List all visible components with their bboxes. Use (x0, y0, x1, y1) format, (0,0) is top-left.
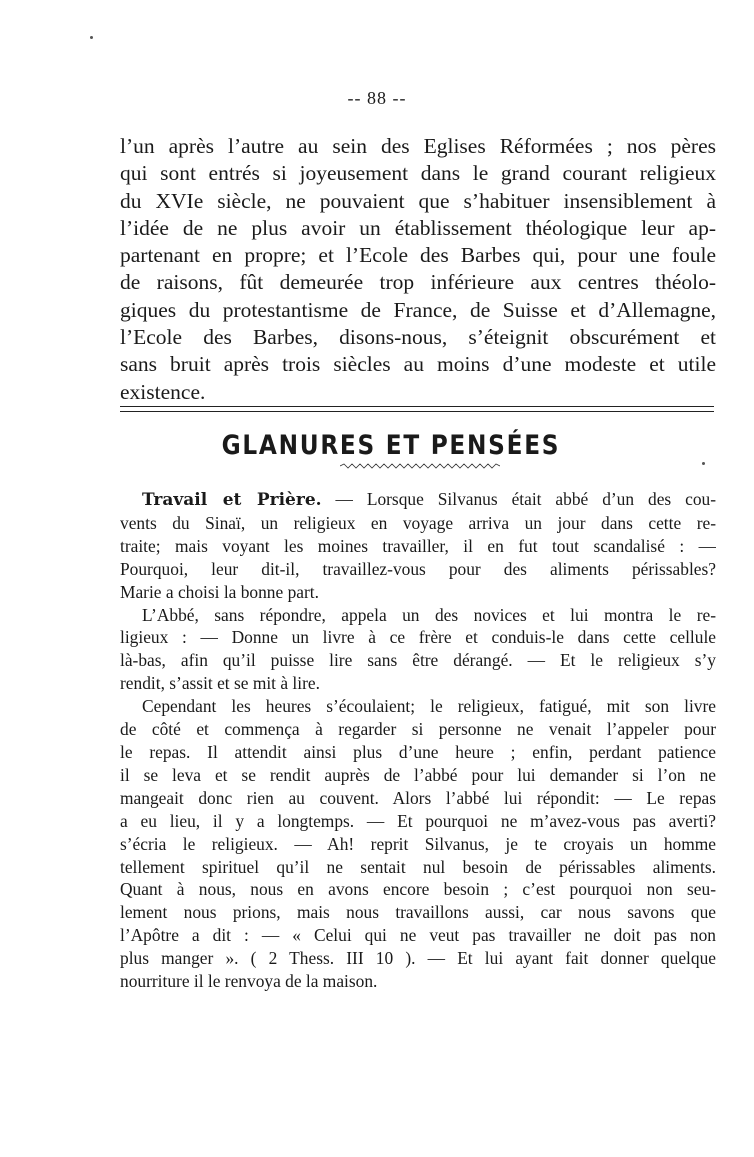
text-line: giques du protestantisme de France, de Suisse et d’Allemagne, (120, 297, 716, 322)
text-line: sans bruit après trois siècles au moins d’une modeste et utile (120, 352, 716, 377)
text-line: l’Ecole des Barbes, disons-nous, s’éteignit obscurément et (120, 325, 716, 350)
text-line: traite; mais voyant les moines travailler, il en fut tout scandalisé : — (120, 535, 716, 556)
text-line: L’Abbé, sans répondre, appela un des novices et lui montra le re- (142, 604, 716, 625)
section-paragraph (120, 695, 716, 993)
double-rule-bottom (120, 411, 714, 412)
text-line: vents du Sinaï, un religieux en voyage arriva un jour dans cette re- (120, 512, 716, 533)
upper-paragraph (120, 133, 716, 406)
double-rule-top (120, 406, 714, 407)
text-line: ligieux : — Donne un livre à ce frère et conduis-le dans cette cellule (120, 627, 716, 648)
run-in-heading: Travail et Prière. (142, 490, 322, 510)
text-line: il se leva et se rendit auprès de l’abbé pour lui demander si l’on ne (120, 764, 716, 785)
title-ornament (340, 463, 500, 469)
text-line: nourriture il le renvoya de la maison. (120, 971, 378, 992)
text-line: Quant à nous, nous en avons encore besoin ; c’est pourquoi non seu- (120, 879, 716, 900)
text-line: de côté et commença à regarder si personne ne venait l’appeler pour (120, 719, 716, 740)
text-line: Pourquoi, leur dit-il, travaillez-vous pour des aliments périssables? (120, 558, 716, 579)
text-line: tellement spirituel qu’il ne sentait nul besoin de périssables aliments. (120, 856, 716, 877)
section-paragraph (120, 604, 716, 696)
text-line: lement nous prions, mais nous travaillons aussi, car nous savons que (120, 902, 716, 923)
text-line: le repas. Il attendit ainsi plus d’une heure ; enfin, perdant patience (120, 741, 716, 762)
text-line: l’Apôtre a dit : — « Celui qui ne veut pas travailler ne doit pas non (120, 925, 716, 946)
text-line: l’idée de ne plus avoir un établissement théologique leur ap- (120, 215, 716, 240)
section-title: GLANURES ET PENSÉES (221, 430, 561, 461)
text-line: l’un après l’autre au sein des Eglises Réformées ; nos pères (120, 134, 716, 158)
text-line: qui sont entrés si joyeusement dans le grand courant religieux (120, 161, 716, 186)
text-line (120, 488, 716, 512)
text-line: mangeait donc rien au couvent. Alors l’abbé lui répondit: — Le repas (120, 787, 716, 808)
section-body (120, 488, 716, 993)
page-number: -- 88 -- (347, 88, 407, 108)
text-line: de raisons, fût demeurée trop inférieure aux centres théolo- (120, 270, 716, 295)
speck-top-left (90, 36, 93, 39)
text-line: là-bas, afin qu’il puisse lire sans être dérangé. — Et le religieux s’y (120, 650, 716, 671)
text-line: plus manger ». ( 2 Thess. III 10 ). — Et lui ayant fait donner quelque (120, 948, 716, 969)
text-line: partenant en propre; et l’Ecole des Barbes qui, pour une foule (120, 243, 716, 268)
text-line: Cependant les heures s’écoulaient; le religieux, fatigué, mit son livre (142, 696, 716, 717)
text-line: du XVIe siècle, ne pouvaient que s’habituer insensiblement à (120, 188, 716, 213)
section-paragraph (120, 488, 716, 604)
text-line: Marie a choisi la bonne part. (120, 581, 319, 602)
speck-right (702, 462, 705, 465)
text-line: rendit, s’assit et se mit à lire. (120, 673, 320, 694)
text-line-rest: — Lorsque Silvanus était abbé d’un des cou- (321, 489, 716, 509)
text-line: s’écria le religieux. — Ah! reprit Silvanus, je te croyais un homme (120, 833, 716, 854)
text-line: existence. (120, 379, 206, 404)
text-line: a eu lieu, il y a longtemps. — Et pourquoi ne m’avez-vous pas averti? (120, 810, 716, 831)
